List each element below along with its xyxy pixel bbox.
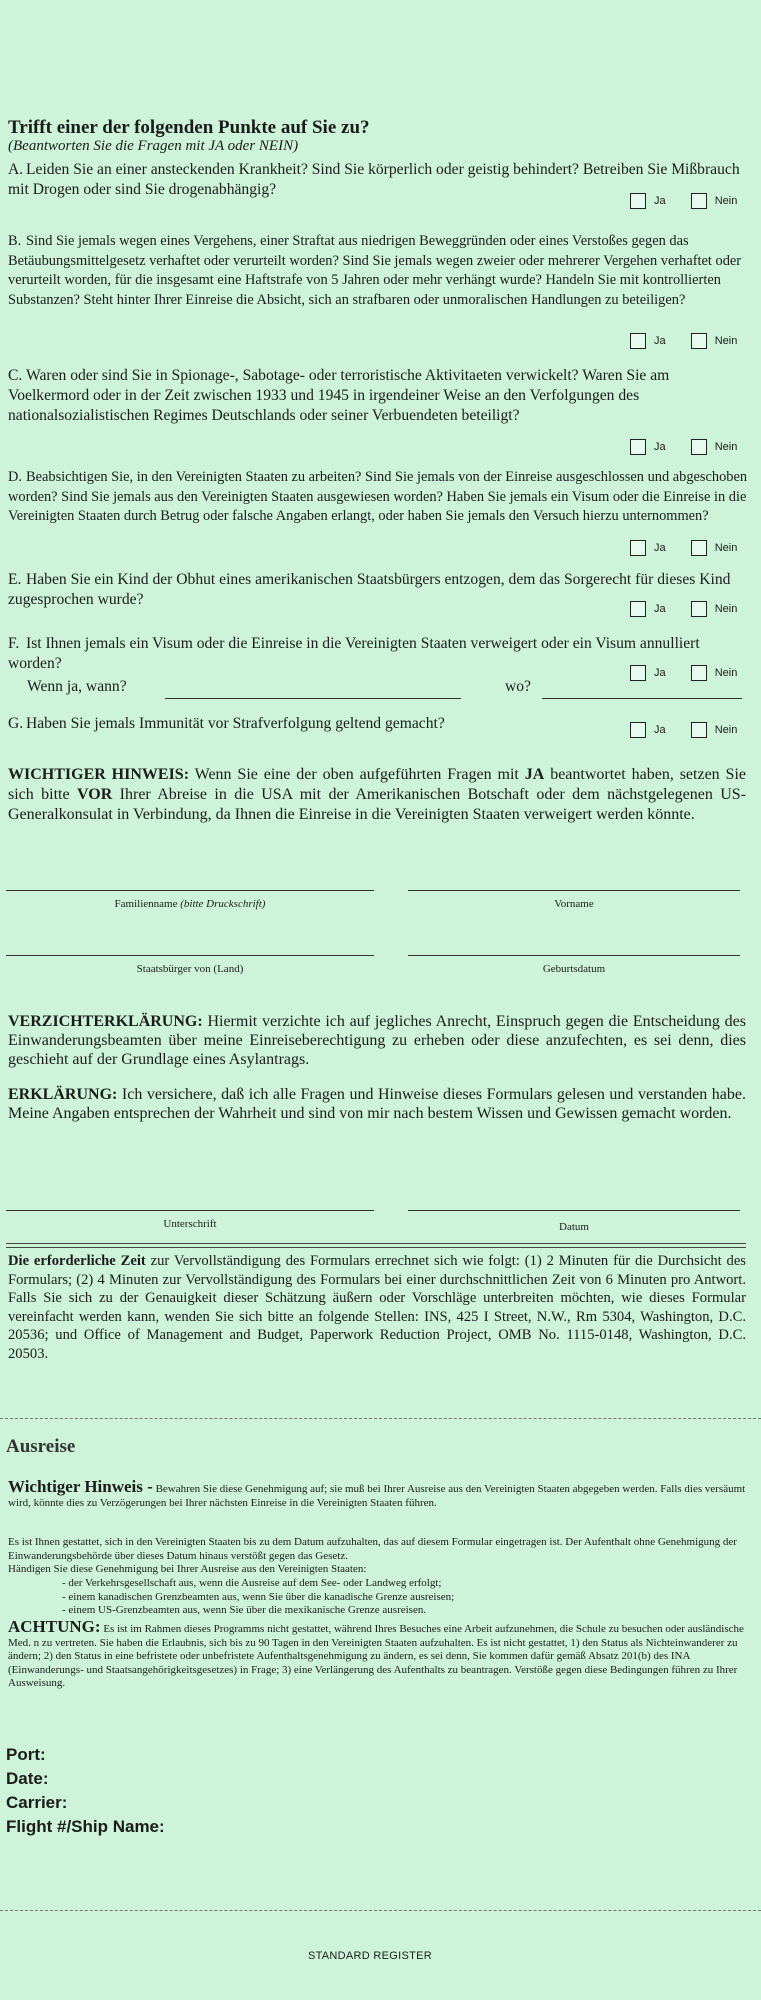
nein-label: Nein bbox=[714, 667, 738, 679]
ja-label: Ja bbox=[654, 667, 666, 679]
hint-text: Bewahren Sie diese Genehmigung auf; sie muß bei Ihrer Ausreise aus den Vereinigten Staaten abgegeben werden. Falls dies versäumt wird, könnte dies zu Verzögerungen bei Ihrer nächsten Einreise in die Vereinigten Staaten führen. bbox=[8, 1483, 746, 1509]
notice-ja: JA bbox=[524, 766, 545, 783]
family-name-caption: Familienname (bitte Druckschrift) bbox=[114, 898, 266, 910]
date-label: Date: bbox=[6, 1769, 49, 1788]
first-name-field[interactable] bbox=[408, 890, 740, 891]
ja-label: Ja bbox=[654, 603, 666, 615]
notice-vor: VOR bbox=[77, 786, 113, 803]
nein-checkbox[interactable] bbox=[691, 540, 707, 556]
notice-text-b: beantwortet haben, setzen Sie sich bitte bbox=[8, 766, 746, 803]
nein-checkbox[interactable] bbox=[691, 333, 707, 349]
when-label: Wenn ja, wann? bbox=[27, 678, 127, 695]
waiver-text: Hiermit verzichte ich auf jegliches Anrecht, Einspruch gegen die Entscheidung des Einwanderungsbeamten über meine Einreiseberechtigung zu erheben oder diese anzufechten, es sei denn, dies geschieht auf der Grundlage eines Asylantrags. bbox=[8, 1013, 746, 1068]
nein-checkbox[interactable] bbox=[691, 601, 707, 617]
date-field[interactable] bbox=[408, 1210, 740, 1211]
signature-field[interactable] bbox=[6, 1210, 374, 1211]
question-label: A. bbox=[8, 161, 24, 178]
waiver-label: VERZICHTERKLÄRUNG: bbox=[8, 1013, 203, 1030]
ja-label: Ja bbox=[654, 724, 666, 736]
question-text: Beabsichtigen Sie, in den Vereinigten Staaten zu arbeiten? Sind Sie jemals von der Einreise ausgeschlossen und abgeschoben worden? Sind Sie jemals aus den Vereinigten Staaten ausgewiesen worden? Haben Sie jemals ein Visum oder die Einreise in die Vereinigten Staaten durch Betrug oder falsche Angaben erlangt, oder haben Sie jemals den Versuch hierzu unternommen? bbox=[8, 469, 748, 524]
birthdate-field[interactable] bbox=[408, 955, 740, 956]
question-text: Leiden Sie an einer ansteckenden Krankheit? Sind Sie körperlich oder geistig behindert? Betreiben Sie Mißbrauch mit Drogen oder sind Sie drogenabhängig? bbox=[8, 161, 740, 198]
question-text: Haben Sie jemals Immunität vor Strafverfolgung geltend gemacht? bbox=[26, 715, 445, 732]
where-label: wo? bbox=[505, 678, 531, 695]
question-d bbox=[8, 468, 748, 527]
notice-text-c: Ihrer Abreise in die USA mit der Amerikanischen Botschaft oder dem nächstgelegenen US-Generalkonsulat in Verbindung, da Ihnen die Einreise in die Vereinigten Staaten verweigert werden könnte. bbox=[8, 786, 747, 823]
question-b bbox=[8, 232, 748, 310]
notice-text-a: Wenn Sie eine der oben aufgeführten Fragen mit bbox=[194, 766, 519, 783]
question-text: Ist Ihnen jemals ein Visum oder die Einreise in die Vereinigten Staaten verweigert oder ein Visum annulliert worden? bbox=[8, 635, 700, 672]
bullet-item: - einem US-Grenzbeamten aus, wenn Sie über die mexikanische Grenze ausreisen. bbox=[62, 1604, 427, 1616]
where-field[interactable] bbox=[542, 698, 742, 699]
answer-f bbox=[630, 665, 737, 681]
nein-label: Nein bbox=[714, 724, 738, 736]
answer-b bbox=[630, 333, 737, 349]
answer-c bbox=[630, 439, 737, 455]
declaration-label: ERKLÄRUNG: bbox=[8, 1086, 118, 1103]
nein-checkbox[interactable] bbox=[691, 193, 707, 209]
answer-g bbox=[630, 722, 737, 738]
ja-label: Ja bbox=[654, 195, 666, 207]
departure-para3: Händigen Sie diese Genehmigung bei Ihrer Ausreise aus den Vereinigten Staaten: bbox=[8, 1563, 367, 1575]
signature-caption: Unterschrift bbox=[163, 1218, 217, 1230]
ja-checkbox[interactable] bbox=[630, 540, 646, 556]
hint-label: Wichtiger Hinweis - bbox=[8, 1477, 153, 1496]
footer-printer: STANDARD REGISTER bbox=[307, 1950, 433, 1962]
question-label: D. bbox=[8, 469, 22, 485]
declaration bbox=[8, 1085, 746, 1123]
nein-label: Nein bbox=[714, 195, 738, 207]
nein-checkbox[interactable] bbox=[691, 722, 707, 738]
first-name-caption: Vorname bbox=[554, 898, 594, 910]
departure-para2: Es ist Ihnen gestattet, sich in den Vereinigten Staaten bis zu dem Datum aufzuhalten, das auf diesem Formular eingetragen ist. Der Aufenthalt ohne Genehmigung der Einwanderungsbehörde über dieses Datum hinaus verstößt gegen das Gesetz. bbox=[8, 1536, 737, 1562]
question-text: Haben Sie ein Kind der Obhut eines amerikanischen Staatsbürgers entzogen, dem das Sorgerecht für dieses Kind zugesprochen wurde? bbox=[8, 571, 731, 608]
when-field[interactable] bbox=[165, 698, 461, 699]
departure-hint bbox=[8, 1477, 748, 1510]
burden-statement bbox=[8, 1252, 746, 1363]
tear-line-bottom bbox=[0, 1910, 761, 1911]
ja-label: Ja bbox=[654, 335, 666, 347]
burden-text: zur Vervollständigung des Formulars errechnet sich wie folgt: (1) 2 Minuten für die Durchsicht des Formulars; (2) 4 Minuten zur Vervollständigung des Formulars bei einer durchschnittlichen Zeit von 6 Minuten pro Antwort. Falls Sie sich zu der Genauigkeit dieser Schätzung äußern oder Vorschläge unterbreiten möchten, wie dieses Formular vereinfacht werden kann, wenden Sie sich bitte an folgende Stellen: INS, 425 I Street, N.W., Rm 5304, Washington, D.C. 20536; und Office of Management and Budget, Paperwork Reduction Project, OMB No. 1115-0148, Washington, D.C. 20503. bbox=[8, 1253, 746, 1362]
section-subtitle: (Beantworten Sie die Fragen mit JA oder NEIN) bbox=[8, 138, 299, 154]
important-notice bbox=[8, 765, 746, 825]
port-label: Port: bbox=[6, 1745, 46, 1764]
nein-label: Nein bbox=[714, 542, 738, 554]
ja-checkbox[interactable] bbox=[630, 722, 646, 738]
burden-label: Die erforderliche Zeit bbox=[8, 1253, 146, 1269]
ja-checkbox[interactable] bbox=[630, 665, 646, 681]
question-label: G. bbox=[8, 715, 24, 732]
answer-a bbox=[630, 193, 737, 209]
nein-checkbox[interactable] bbox=[691, 665, 707, 681]
question-label: F. bbox=[8, 635, 20, 652]
question-label: E. bbox=[8, 571, 22, 588]
date-caption: Datum bbox=[559, 1221, 589, 1233]
carrier-label: Carrier: bbox=[6, 1793, 68, 1812]
question-c bbox=[8, 366, 748, 426]
family-name-field[interactable] bbox=[6, 890, 374, 891]
answer-d bbox=[630, 540, 737, 556]
answer-e bbox=[630, 601, 737, 617]
notice-label: WICHTIGER HINWEIS: bbox=[8, 766, 190, 783]
tear-line-top bbox=[0, 1418, 761, 1419]
waiver bbox=[8, 1012, 746, 1069]
attention bbox=[8, 1617, 748, 1691]
attention-label: ACHTUNG: bbox=[8, 1617, 101, 1636]
question-label: C. bbox=[8, 367, 23, 384]
question-label: B. bbox=[8, 233, 22, 249]
question-text: Waren oder sind Sie in Spionage-, Sabotage- oder terroristische Aktivitaeten verwickelt? Waren Sie am Voelkermord oder in der Zeit zwischen 1933 und 1945 in irgendeiner Weise an den Verfolgungen des nationalsozialistischen Regimes Deutschlands oder seiner Verbuendeten beteiligt? bbox=[8, 367, 670, 424]
ja-checkbox[interactable] bbox=[630, 333, 646, 349]
ja-label: Ja bbox=[654, 441, 666, 453]
ja-checkbox[interactable] bbox=[630, 439, 646, 455]
declaration-text: Ich versichere, daß ich alle Fragen und Hinweise dieses Formulars gelesen und verstanden habe. Meine Angaben entsprechen der Wahrheit und sind von mir nach bestem Wissen und Gewissen gemacht worden. bbox=[8, 1086, 747, 1122]
citizen-caption: Staatsbürger von (Land) bbox=[136, 963, 244, 975]
departure-bullets bbox=[62, 1577, 742, 1618]
section-title: Trifft einer der folgenden Punkte auf Sie zu? bbox=[8, 117, 370, 138]
nein-label: Nein bbox=[714, 603, 738, 615]
flight-ship-label: Flight #/Ship Name: bbox=[6, 1817, 165, 1836]
question-text: Sind Sie jemals wegen eines Vergehens, einer Straftat aus niedrigen Beweggründen oder eines Verstoßes gegen das Betäubungsmittelgesetz verhaftet oder verurteilt worden? Sind Sie jemals wegen zweier oder mehrerer Vergehen verhaftet oder verurteilt worden, für die insgesamt eine Haftstrafe von 5 Jahren oder mehr verhängt wurde? Handeln Sie mit kontrollierten Substanzen? Steht hinter Ihrer Einreise die Absicht, sich an strafbaren oder unmoralischen Handlungen zu beteiligen? bbox=[8, 233, 742, 308]
ja-checkbox[interactable] bbox=[630, 193, 646, 209]
nein-checkbox[interactable] bbox=[691, 439, 707, 455]
bullet-item: - der Verkehrsgesellschaft aus, wenn die Ausreise auf dem See- oder Landweg erfolgt; bbox=[62, 1577, 442, 1589]
departure-title: Ausreise bbox=[6, 1436, 76, 1457]
ja-label: Ja bbox=[654, 542, 666, 554]
separator-rule bbox=[6, 1243, 746, 1248]
nein-label: Nein bbox=[714, 335, 738, 347]
nein-label: Nein bbox=[714, 441, 738, 453]
birthdate-caption: Geburtsdatum bbox=[542, 963, 606, 975]
citizen-field[interactable] bbox=[6, 955, 374, 956]
ja-checkbox[interactable] bbox=[630, 601, 646, 617]
bullet-item: - einem kanadischen Grenzbeamten aus, wenn Sie über die kanadische Grenze ausreisen; bbox=[62, 1590, 455, 1603]
question-f bbox=[8, 634, 738, 674]
attention-text: Es ist im Rahmen dieses Programms nicht gestattet, während Ihres Besuches eine Arbeit aufzunehmen, die Schule zu besuchen oder ausländische Med. n zu vertreten. Sie haben die Erlaubnis, sich bis zu 90 Tagen in den Vereinigten Staaten aufzuhalten. Es ist nicht gestattet, 1) den Status als Nichteinwanderer zu ändern; 2) den Status in eine befristete oder unbefristete Aufenthaltsgenehmigung zu ändern, es sei denn, Sie kommen dafür gemäß Absatz 201(b) des INA (Einwanderungs- und Staatsangehörigkeitsgesetzes) in Frage; 3) eine Verlängerung des Aufenthalts zu beantragen. Verstöße gegen diese Bedingungen führen zu Ihrer Ausweisung. bbox=[8, 1623, 744, 1689]
